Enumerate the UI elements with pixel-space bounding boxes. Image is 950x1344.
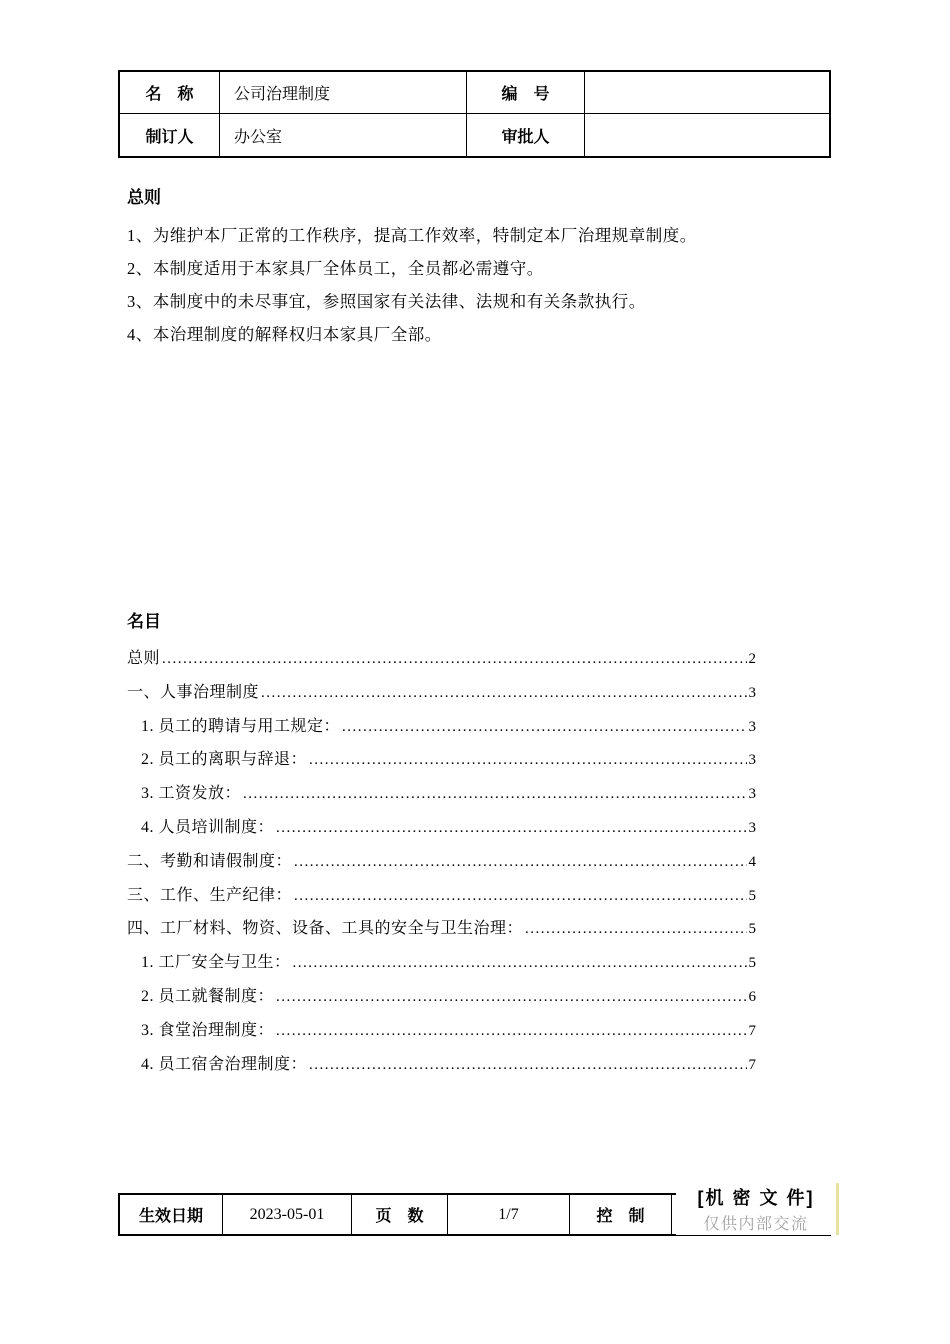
confidential-stamp-title: [机 密 文 件]: [697, 1188, 815, 1208]
toc-section: [127, 607, 756, 1084]
general-item-4: 4、本治理制度的解释权归本家具厂全部。: [127, 325, 442, 344]
toc-entry-label: 三、工作、生产纪律：: [127, 886, 293, 904]
toc-page-number: 7: [748, 1022, 756, 1039]
toc-page-number: 3: [748, 684, 756, 701]
toc-page-number: 5: [748, 955, 756, 972]
name-label-cell: 名 称: [120, 72, 220, 114]
toc-entry: [127, 848, 756, 882]
confidential-stamp: [676, 1183, 839, 1235]
page-count-label-cell: 页 数: [352, 1195, 448, 1234]
toc-entry-label: 四、工厂材料、物资、设备、工具的安全与卫生治理：: [127, 920, 524, 938]
toc-dot-leader: [294, 887, 746, 905]
toc-entry: [127, 645, 756, 679]
drafter-value-cell: 办公室: [220, 114, 467, 156]
toc-dot-leader: [294, 853, 746, 871]
toc-entry: [127, 780, 756, 814]
header-table: [118, 70, 831, 158]
toc-page-number: 2: [748, 651, 756, 667]
toc-entry: [127, 882, 756, 916]
toc-dot-leader: [243, 785, 746, 803]
effective-date-label-cell: 生效日期: [120, 1195, 223, 1234]
effective-date-value-cell: 2023-05-01: [223, 1195, 352, 1234]
approver-label-cell: 审批人: [467, 114, 585, 156]
toc-page-number: 3: [748, 752, 756, 769]
toc-entry: [127, 1051, 756, 1085]
toc-page-number: 3: [748, 819, 756, 836]
toc-dot-leader: [261, 684, 746, 702]
name-value-cell: 公司治理制度: [220, 72, 467, 114]
toc-page-number: 5: [748, 921, 756, 938]
toc-dot-leader: [276, 819, 746, 837]
toc-entry-label: 4. 员工宿舍治理制度：: [141, 1055, 308, 1073]
toc-page-number: 7: [748, 1056, 756, 1073]
toc-entry: [127, 983, 756, 1017]
toc-page-number: 5: [748, 887, 756, 904]
toc-dot-leader: [525, 920, 746, 938]
toc-entry-label: 一、人事治理制度: [127, 683, 260, 701]
toc-entry-label: 4. 人员培训制度：: [141, 818, 275, 836]
toc-entry-label: 二、考勤和请假制度：: [127, 852, 293, 870]
toc-entry-label: 1. 员工的聘请与用工规定：: [141, 717, 341, 735]
toc-entry: [127, 915, 756, 949]
general-item-2: 2、本制度适用于本家具厂全体员工，全员都必需遵守。: [127, 259, 544, 278]
confidential-stamp-subtitle: 仅供内部交流: [703, 1216, 809, 1233]
toc-entry: [127, 1017, 756, 1051]
toc-entry: [127, 679, 756, 713]
number-label-cell: 编 号: [467, 72, 585, 114]
toc-page-number: 4: [748, 853, 756, 870]
general-section: [127, 183, 839, 351]
toc-entry: [127, 746, 756, 780]
toc-entry-label: 3. 食堂治理制度：: [141, 1021, 275, 1039]
toc-page-number: 6: [748, 988, 756, 1005]
control-label-cell: 控 制: [570, 1195, 672, 1234]
toc-entry: [127, 814, 756, 848]
toc-dot-leader: [293, 954, 747, 972]
toc-dot-leader: [276, 1022, 746, 1040]
toc-dot-leader: [276, 988, 746, 1006]
toc-entry: [127, 949, 756, 983]
drafter-label-cell: 制订人: [120, 114, 220, 156]
toc-dot-leader: [309, 751, 746, 769]
toc-dot-leader: [162, 650, 746, 668]
general-heading: 总则: [127, 188, 161, 207]
toc-entry: [127, 713, 756, 747]
page-count-value-cell: 1/7: [448, 1195, 570, 1234]
toc-page-number: 3: [748, 718, 756, 735]
approver-value-cell: [585, 114, 829, 156]
general-item-3: 3、本制度中的未尽事宜，参照国家有关法律、法规和有关条款执行。: [127, 292, 646, 311]
toc-dot-leader: [342, 718, 746, 736]
toc-entry-label: 2. 员工就餐制度：: [141, 987, 275, 1005]
general-item-1: 1、为维护本厂正常的工作秩序，提高工作效率，特制定本厂治理规章制度。: [127, 226, 697, 245]
toc-page-number: 3: [748, 786, 756, 803]
toc-entry-label: 3. 工资发放：: [141, 785, 242, 803]
number-value-cell: [585, 72, 829, 114]
toc-entry-label: 1. 工厂安全与卫生：: [141, 954, 291, 972]
toc-heading: 名目: [127, 612, 161, 631]
toc-entry-label: 总则: [127, 650, 161, 667]
toc-entry-label: 2. 员工的离职与辞退：: [141, 751, 308, 769]
toc-dot-leader: [309, 1056, 746, 1074]
